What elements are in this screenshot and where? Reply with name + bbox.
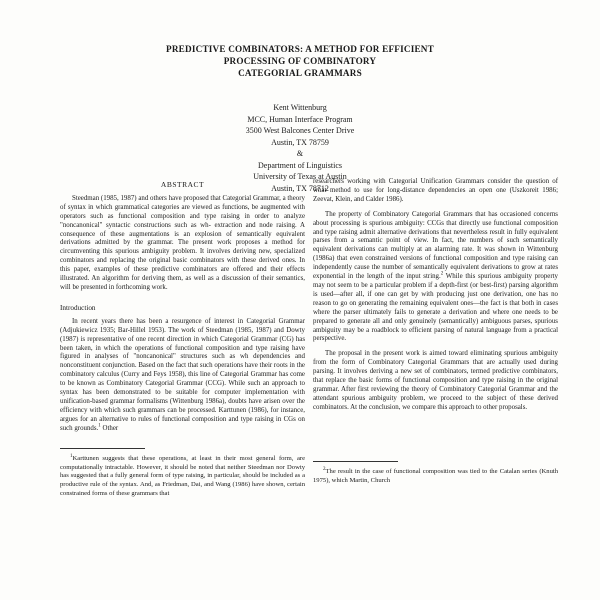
author-and: & bbox=[296, 149, 304, 158]
author-city-2: Austin, TX 78712 bbox=[271, 183, 329, 193]
left-column bbox=[60, 178, 305, 505]
footnote-2-text: The result in the case of functional composition was tied to the Catalan series (Knuth 1975), which Martin, Church bbox=[313, 468, 558, 484]
author-org-3: University of Texas at Austin bbox=[253, 172, 347, 181]
author-org-2: Department of Linguistics bbox=[258, 160, 342, 170]
footnote-2-ref[interactable]: 2 bbox=[440, 271, 444, 277]
right-para-2a: The property of Combinatory Categorial Grammars that has occasioned concerns about processing is spurious ambiguity: CCGs that directly use functional composition and type raising admit alternative derivations that nevertheless result in fully equivalent parses from a semantic point of view. In fact, the numbers of such semantically equivalent derivations can multiply at an alarming rate. It was shown in Wittenburg (1986a) that even constrained versions of functional composition and type raising can independently cause the number of semantically equivalent derivations to grow at rates exponential in the length of the input string. bbox=[313, 210, 558, 281]
title-line-1: PREDICTIVE COMBINATORS: A METHOD FOR EFFICIENT bbox=[166, 44, 434, 54]
author-address-1: 3500 West Balcones Center Drive bbox=[245, 126, 355, 135]
footnote-rule bbox=[60, 448, 145, 449]
title-line-2: PROCESSING OF COMBINATORY bbox=[223, 56, 377, 66]
right-column bbox=[313, 178, 558, 492]
introduction-text bbox=[60, 318, 305, 434]
footnote-2-mark: 2 bbox=[323, 467, 326, 473]
author-name: Kent Wittenburg bbox=[273, 103, 327, 112]
title-line-3: CATEGORIAL GRAMMARS bbox=[238, 68, 362, 78]
right-para-2 bbox=[313, 211, 558, 345]
abstract-text: Steedman (1985, 1987) and others have proposed that Categorial Grammar, a theory of syntax in which grammatical categories are viewed as functions, be augmented with operators such as functional composition and type raising in order to analyze "noncanonical" syntactic constructions such as wh- extraction and node raising. A consequence of these augmentations is an explosion of semantically equivalent derivations admitted by the grammar. The present work proposes a method for circumventing this spurious ambiguity problem. It involves deriving new, specialized combinators and replacing the original basic combinators with these derived ones. In this paper, examples of these predictive combinators are offered and their effects illustrated. An algorithm for deriving them, as well as a discussion of their semantics, will be presented in forthcoming work. bbox=[60, 194, 305, 291]
footnote-1-text: Karttunen suggests that these operations, at least in their most general form, are computationally intractable. However, it should be noted that neither Steedman nor Dowty has suggested that a fully general form of type raising, in particular, should be included as a productive rule of the syntax. And, as Friedman, Dai, and Wang (1986) have shown, certain constrained forms of these grammars that bbox=[60, 455, 305, 497]
author-city-1: Austin, TX 78759 bbox=[271, 137, 329, 147]
right-para-2b: While this spurious ambiguity property may not seem to be a particular problem if a depth-first (or best-first) parsing algorithm is used—after all, if one can get by with producing just one derivation, one has no reason to go on generating the remaining equivalent ones—the fact is that both in cases where the parser ultimately fails to generate a derivation and where one needs to be prepared to generate all and only genuinely (semantically) ambiguous parses, spurious ambiguity may be a roadblock to efficient parsing of natural language from a practical perspective. bbox=[313, 273, 558, 343]
abstract-heading: ABSTRACT bbox=[160, 180, 205, 189]
right-para-3: The proposal in the present work is aimed toward eliminating spurious ambiguity from the form of Combinatory Categorial Grammars that are actually used during parsing. It involves deriving a new set of combinators, termed predictive combinators, that replace the basic forms of functional composition and type raising in the original grammar. After first reviewing the theory of Combinatory Categorial Grammar and the attendant spurious ambiguity problem, we proceed to the subject of these derived combinators. At the conclusion, we compare this approach to other proposals. bbox=[313, 350, 558, 411]
introduction-body: In recent years there has been a resurgence of interest in Categorial Grammar (Adjukiewicz 1935; Bar-Hillel 1953). The work of Steedman (1985, 1987) and Dowty (1987) is representative of one recent direction in which Categorial Grammar (CG) has been taken, in which the operations of functional composition and type raising have figured in analyses of "noncanonical" structures such as wh dependencies and nonconstituent conjunction. Based on the fact that such operations have their roots in the combinatory calculus (Curry and Feys 1958), this line of Categorial Grammar has come to be known as Combinatory Categorial Grammar (CCG). While such an approach to syntax has been demonstrated to be suitable for computer implementation with unification-based grammar formalisms (Wittenburg 1986a), doubts have arisen over the efficiency with which such grammars can be processed. Karttunen (1986), for instance, argues for an alternative to rules of functional composition and type raising in CGs on such grounds. bbox=[60, 317, 305, 432]
footnote-1-ref[interactable]: 1 bbox=[98, 423, 101, 429]
footnote-2 bbox=[313, 468, 558, 485]
footnote-1 bbox=[60, 455, 305, 498]
footnote-rule-right bbox=[313, 461, 398, 462]
right-para-1: researchers working with Categorial Unification Grammars consider the question of what method to use for long-distance dependencies an open one (Uszkoreit 1986; Zeevat, Klein, and Calder 1986). bbox=[313, 178, 558, 203]
introduction-heading: Introduction bbox=[60, 303, 96, 312]
paper-title bbox=[90, 43, 510, 79]
introduction-tail: Other bbox=[102, 424, 119, 432]
author-org-1: MCC, Human Interface Program bbox=[247, 114, 353, 124]
footnote-1-mark: 1 bbox=[70, 453, 73, 459]
